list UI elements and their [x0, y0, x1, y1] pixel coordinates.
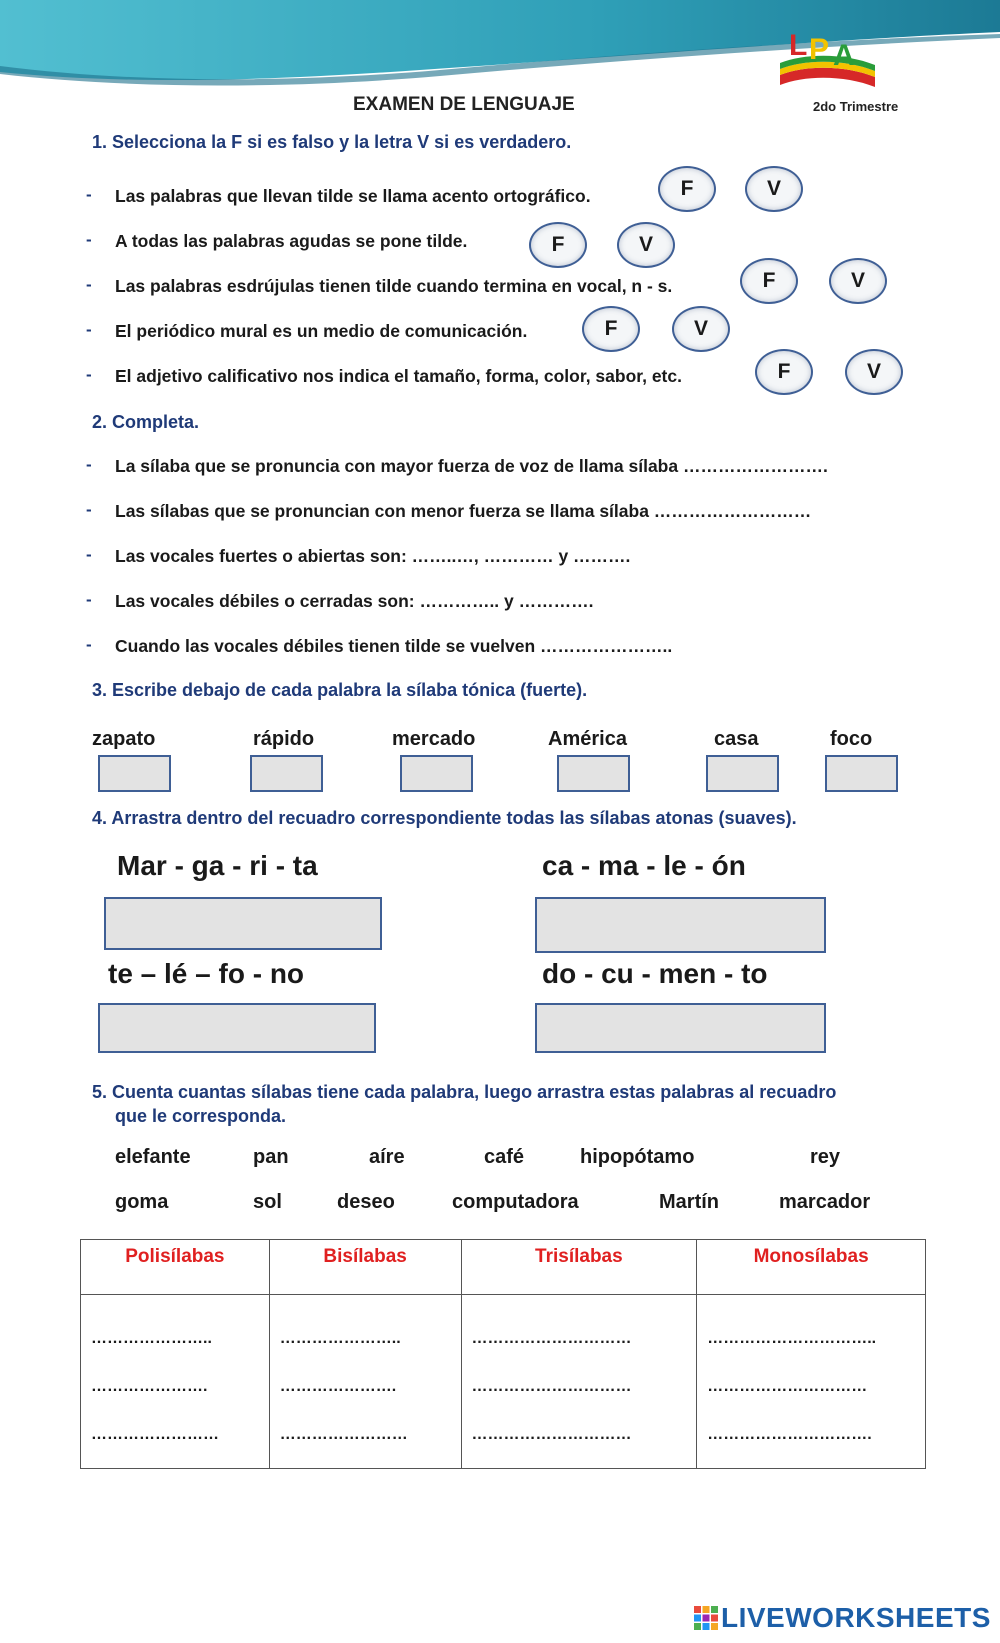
q5-word[interactable]: goma: [115, 1191, 169, 1213]
q1-statement: A todas las palabras agudas se pone tilde.: [115, 231, 468, 251]
q5-word[interactable]: marcador: [779, 1191, 871, 1213]
footer-brand: [693, 1602, 991, 1634]
bullet-dash: -: [86, 635, 92, 654]
q1-statement: El periódico mural es un medio de comunicación.: [115, 321, 528, 341]
false-option[interactable]: F: [529, 222, 587, 268]
q4-word-camaleon: ca - ma - le - ón: [542, 850, 746, 881]
header-trisilabas: Trisílabas: [461, 1240, 697, 1295]
q2-sentence-2: Las sílabas que se pronuncian con menor fuerza se llama sílaba ………………………: [115, 501, 812, 521]
q3-answer-box[interactable]: [825, 755, 898, 792]
q3-answer-box[interactable]: [250, 755, 323, 792]
q3-word: casa: [714, 728, 759, 750]
answer-line: …………………………: [471, 1330, 632, 1347]
bullet-dash: -: [86, 230, 92, 249]
q4-drop-box[interactable]: [535, 1003, 826, 1053]
q4-drop-box[interactable]: [104, 897, 382, 950]
q3-word: zapato: [92, 728, 156, 750]
answer-line: ……………………: [91, 1426, 219, 1443]
bullet-dash: -: [86, 275, 92, 294]
q4-drop-box[interactable]: [535, 897, 826, 953]
bullet-dash: -: [86, 545, 92, 564]
bullet-dash: -: [86, 320, 92, 339]
false-option[interactable]: F: [740, 258, 798, 304]
answer-line: ………………….: [91, 1378, 208, 1395]
answer-line: …………………..: [91, 1330, 212, 1347]
drop-zone-bisilabas[interactable]: [269, 1295, 461, 1469]
q5-heading-line1: 5. Cuenta cuantas sílabas tiene cada palabra, luego arrastra estas palabras al recuadro: [92, 1082, 837, 1102]
answer-line: …………………………: [471, 1378, 632, 1395]
liveworksheets-logo-icon: [693, 1605, 719, 1631]
school-logo: [775, 25, 880, 90]
q3-word: mercado: [392, 728, 476, 750]
drop-zone-polisilabas[interactable]: [81, 1295, 270, 1469]
answer-line: …………………………: [707, 1378, 868, 1395]
false-option[interactable]: F: [658, 166, 716, 212]
q2-sentence-1: La sílaba que se pronuncia con mayor fuerza de voz de llama sílaba …………………….: [115, 456, 828, 476]
q3-word: foco: [830, 728, 873, 750]
true-option[interactable]: V: [617, 222, 675, 268]
q5-word[interactable]: sol: [253, 1191, 282, 1213]
q5-word[interactable]: hipopótamo: [580, 1146, 695, 1168]
footer-brand-text: LIVEWORKSHEETS: [721, 1602, 991, 1633]
logo-flag-icon: [775, 25, 880, 90]
true-option[interactable]: V: [745, 166, 803, 212]
false-option[interactable]: F: [755, 349, 813, 395]
header-monosilabas: Monosílabas: [697, 1240, 926, 1295]
bullet-dash: -: [86, 455, 92, 474]
syllable-classification-table: [80, 1239, 926, 1469]
true-option[interactable]: V: [845, 349, 903, 395]
bullet-dash: -: [86, 365, 92, 384]
header-polisilabas: Polisílabas: [81, 1240, 270, 1295]
q5-heading-line2: que le corresponda.: [115, 1106, 287, 1126]
q1-statement: Las palabras que llevan tilde se llama acento ortográfico.: [115, 186, 591, 206]
answer-line: ………………….: [279, 1378, 397, 1395]
svg-text:P: P: [809, 33, 830, 66]
q4-word-margarita: Mar - ga - ri - ta: [117, 850, 318, 881]
answer-line: ………………………….: [707, 1426, 872, 1443]
q5-word[interactable]: elefante: [115, 1146, 191, 1168]
drop-zone-trisilabas[interactable]: [461, 1295, 697, 1469]
q5-word[interactable]: computadora: [452, 1191, 579, 1213]
true-option[interactable]: V: [829, 258, 887, 304]
q4-heading: 4. Arrastra dentro del recuadro correspondiente todas las sílabas atonas (suaves).: [92, 808, 797, 828]
page-title: EXAMEN DE LENGUAJE: [353, 94, 575, 115]
q5-word[interactable]: pan: [253, 1146, 289, 1168]
q5-word[interactable]: café: [484, 1146, 525, 1168]
bullet-dash: -: [86, 500, 92, 519]
q2-heading: 2. Completa.: [92, 412, 200, 432]
q1-statement: Las palabras esdrújulas tienen tilde cuando termina en vocal, n - s.: [115, 276, 673, 296]
q3-answer-box[interactable]: [98, 755, 171, 792]
svg-text:A: A: [833, 39, 855, 72]
table-header-row: [81, 1240, 926, 1295]
true-option[interactable]: V: [672, 306, 730, 352]
q2-sentence-3: Las vocales fuertes o abiertas son: ……..…, ………… y ……….: [115, 546, 631, 566]
q3-answer-box[interactable]: [706, 755, 779, 792]
trimester-label: 2do Trimestre: [813, 99, 899, 114]
q2-sentence-4: Las vocales débiles o cerradas son: ………….. y ………….: [115, 591, 594, 611]
answer-line: …………………………..: [707, 1330, 877, 1347]
bullet-dash: -: [86, 590, 92, 609]
answer-line: ……………………: [279, 1426, 408, 1443]
q3-heading: 3. Escribe debajo de cada palabra la sílaba tónica (fuerte).: [92, 680, 588, 700]
q2-sentence-5: Cuando las vocales débiles tienen tilde se vuelven …………………..: [115, 636, 673, 656]
q3-word: rápido: [253, 728, 315, 750]
table-row: [81, 1295, 926, 1469]
q5-word[interactable]: rey: [810, 1146, 841, 1168]
q5-word[interactable]: aíre: [369, 1146, 405, 1168]
q1-heading: 1. Selecciona la F si es falso y la letra V si es verdadero.: [92, 132, 572, 152]
q4-word-telefono: te – lé – fo - no: [108, 958, 305, 989]
q3-word: América: [548, 728, 627, 750]
q5-word[interactable]: Martín: [659, 1191, 719, 1213]
q3-answer-box[interactable]: [557, 755, 630, 792]
header-bisilabas: Bisílabas: [269, 1240, 461, 1295]
q3-answer-box[interactable]: [400, 755, 473, 792]
svg-text:L: L: [789, 29, 808, 62]
q4-drop-box[interactable]: [98, 1003, 376, 1053]
q1-statement: El adjetivo calificativo nos indica el tamaño, forma, color, sabor, etc.: [115, 366, 682, 386]
answer-line: …………………..: [279, 1330, 401, 1347]
drop-zone-monosilabas[interactable]: [697, 1295, 926, 1469]
q5-word[interactable]: deseo: [337, 1191, 395, 1213]
false-option[interactable]: F: [582, 306, 640, 352]
bullet-dash: -: [86, 185, 92, 204]
q4-word-documento: do - cu - men - to: [542, 958, 768, 989]
answer-line: …………………………: [471, 1426, 632, 1443]
